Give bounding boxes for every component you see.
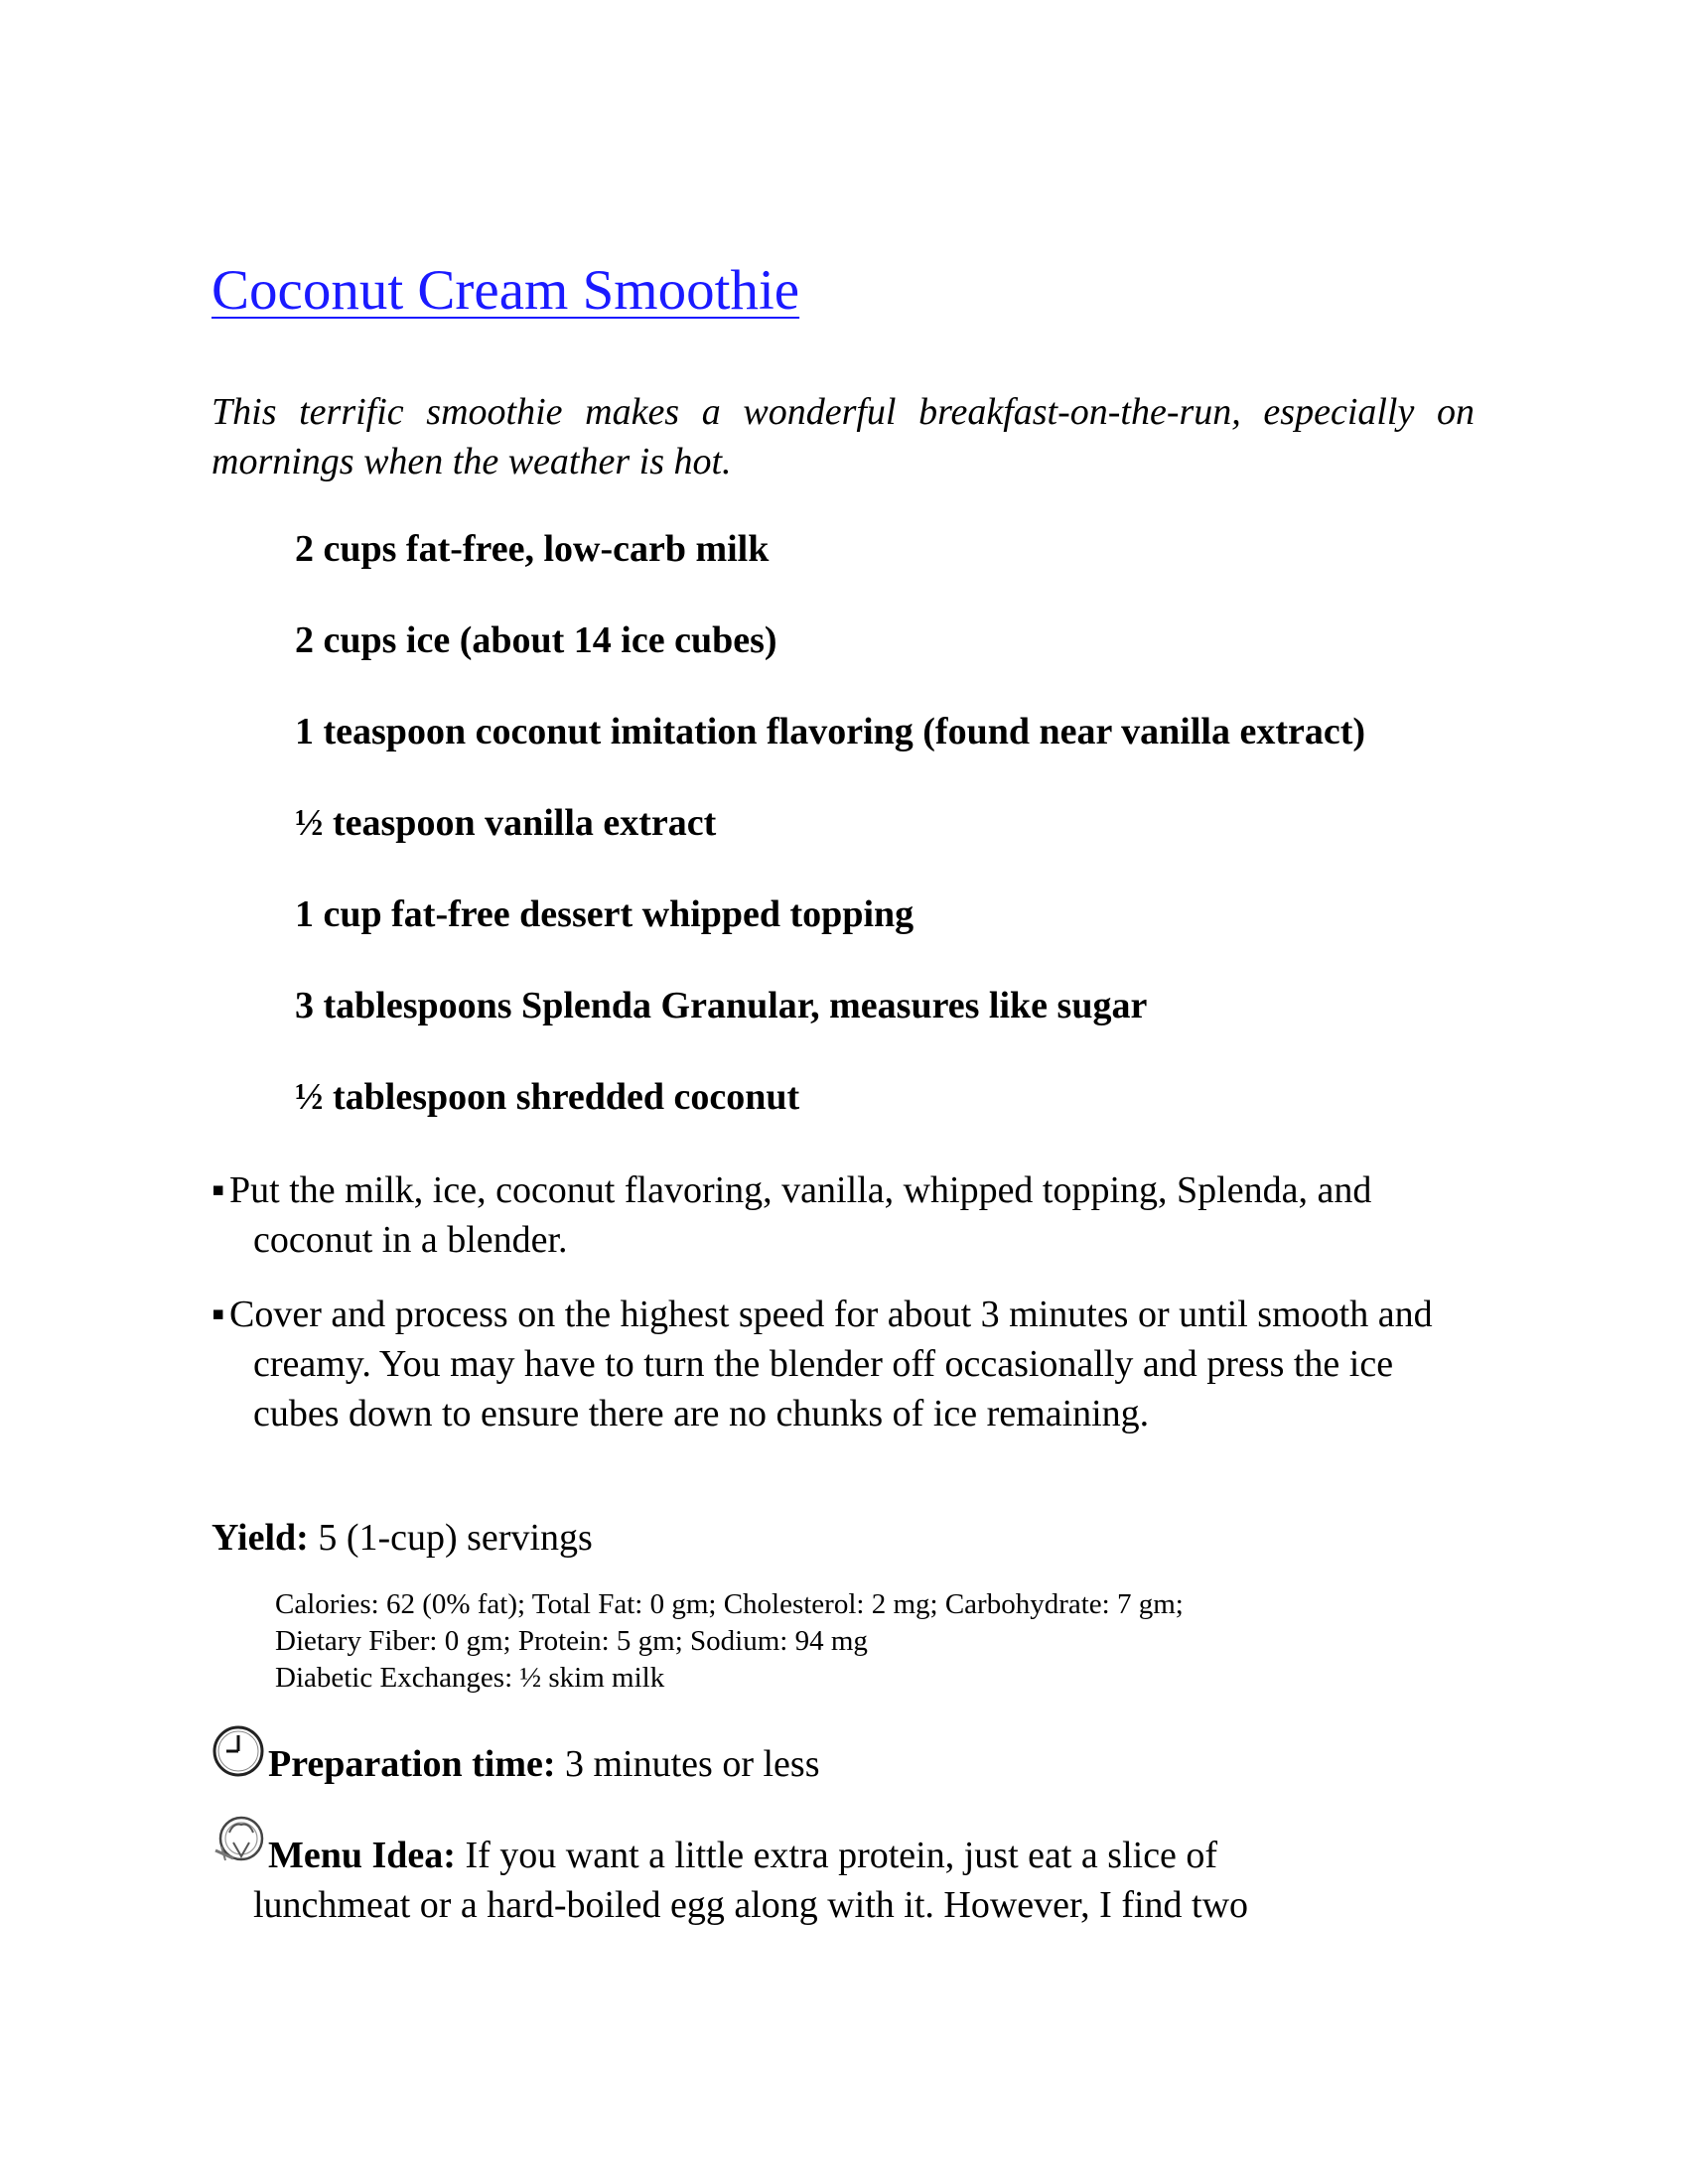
- nutrition-line: Diabetic Exchanges: ½ skim milk: [275, 1662, 665, 1694]
- bullet-icon: ▪: [211, 1169, 225, 1211]
- ingredient-item: 1 cup fat-free dessert whipped topping: [295, 893, 914, 935]
- bullet-icon: ▪: [211, 1294, 225, 1335]
- nutrition-line: Calories: 62 (0% fat); Total Fat: 0 gm; Cholesterol: 2 mg; Carbohydrate: 7 gm;: [275, 1588, 1184, 1620]
- step-text: Put the milk, ice, coconut flavoring, vanilla, whipped topping, Splenda, and coconut in a blender.: [229, 1169, 1372, 1261]
- menu-idea-label: Menu Idea:: [268, 1835, 456, 1876]
- step-item: [211, 1165, 1482, 1265]
- clock-icon: [211, 1723, 267, 1779]
- ingredient-list: [295, 524, 1365, 1163]
- step-item: [211, 1290, 1482, 1438]
- yield-label: Yield:: [211, 1517, 309, 1559]
- step-text: Cover and process on the highest speed for about 3 minutes or until smooth and creamy. You may have to turn the blender off occasionally and press the ice cubes down to ensure there are no chunks of ice remaining.: [229, 1294, 1433, 1434]
- recipe-title-link[interactable]: Coconut Cream Smoothie: [211, 259, 800, 322]
- prep-time-label: Preparation time:: [268, 1743, 556, 1785]
- ingredient-item: ½ tablespoon shredded coconut: [295, 1076, 800, 1118]
- menu-idea-line: lunchmeat or a hard-boiled egg along with it. However, I find two: [253, 1884, 1249, 1926]
- ingredient-item: ½ teaspoon vanilla extract: [295, 802, 717, 844]
- prep-time-line: [268, 1739, 819, 1789]
- nutrition-line: Dietary Fiber: 0 gm; Protein: 5 gm; Sodium: 94 mg: [275, 1625, 868, 1657]
- ingredient-item: 1 teaspoon coconut imitation flavoring (found near vanilla extract): [295, 711, 1366, 752]
- menu-idea-line: [253, 1831, 1484, 1880]
- nutrition-info: [275, 1586, 1184, 1697]
- menu-idea-text: If you want a little extra protein, just eat a slice of: [455, 1835, 1218, 1876]
- step-list: [211, 1165, 1482, 1463]
- ingredient-item: 2 cups ice (about 14 ice cubes): [295, 619, 777, 661]
- recipe-intro: This terrific smoothie makes a wonderful breakfast-on-the-run, especially on mornings when the weather is hot.: [211, 391, 1475, 482]
- prep-time-value: 3 minutes or less: [555, 1743, 820, 1785]
- ingredient-item: 2 cups fat-free, low-carb milk: [295, 528, 770, 570]
- yield-line: [211, 1513, 593, 1563]
- ingredient-item: 3 tablespoons Splenda Granular, measures like sugar: [295, 985, 1148, 1026]
- yield-value: 5 (1-cup) servings: [308, 1517, 593, 1559]
- menu-idea-paragraph: [253, 1831, 1484, 1930]
